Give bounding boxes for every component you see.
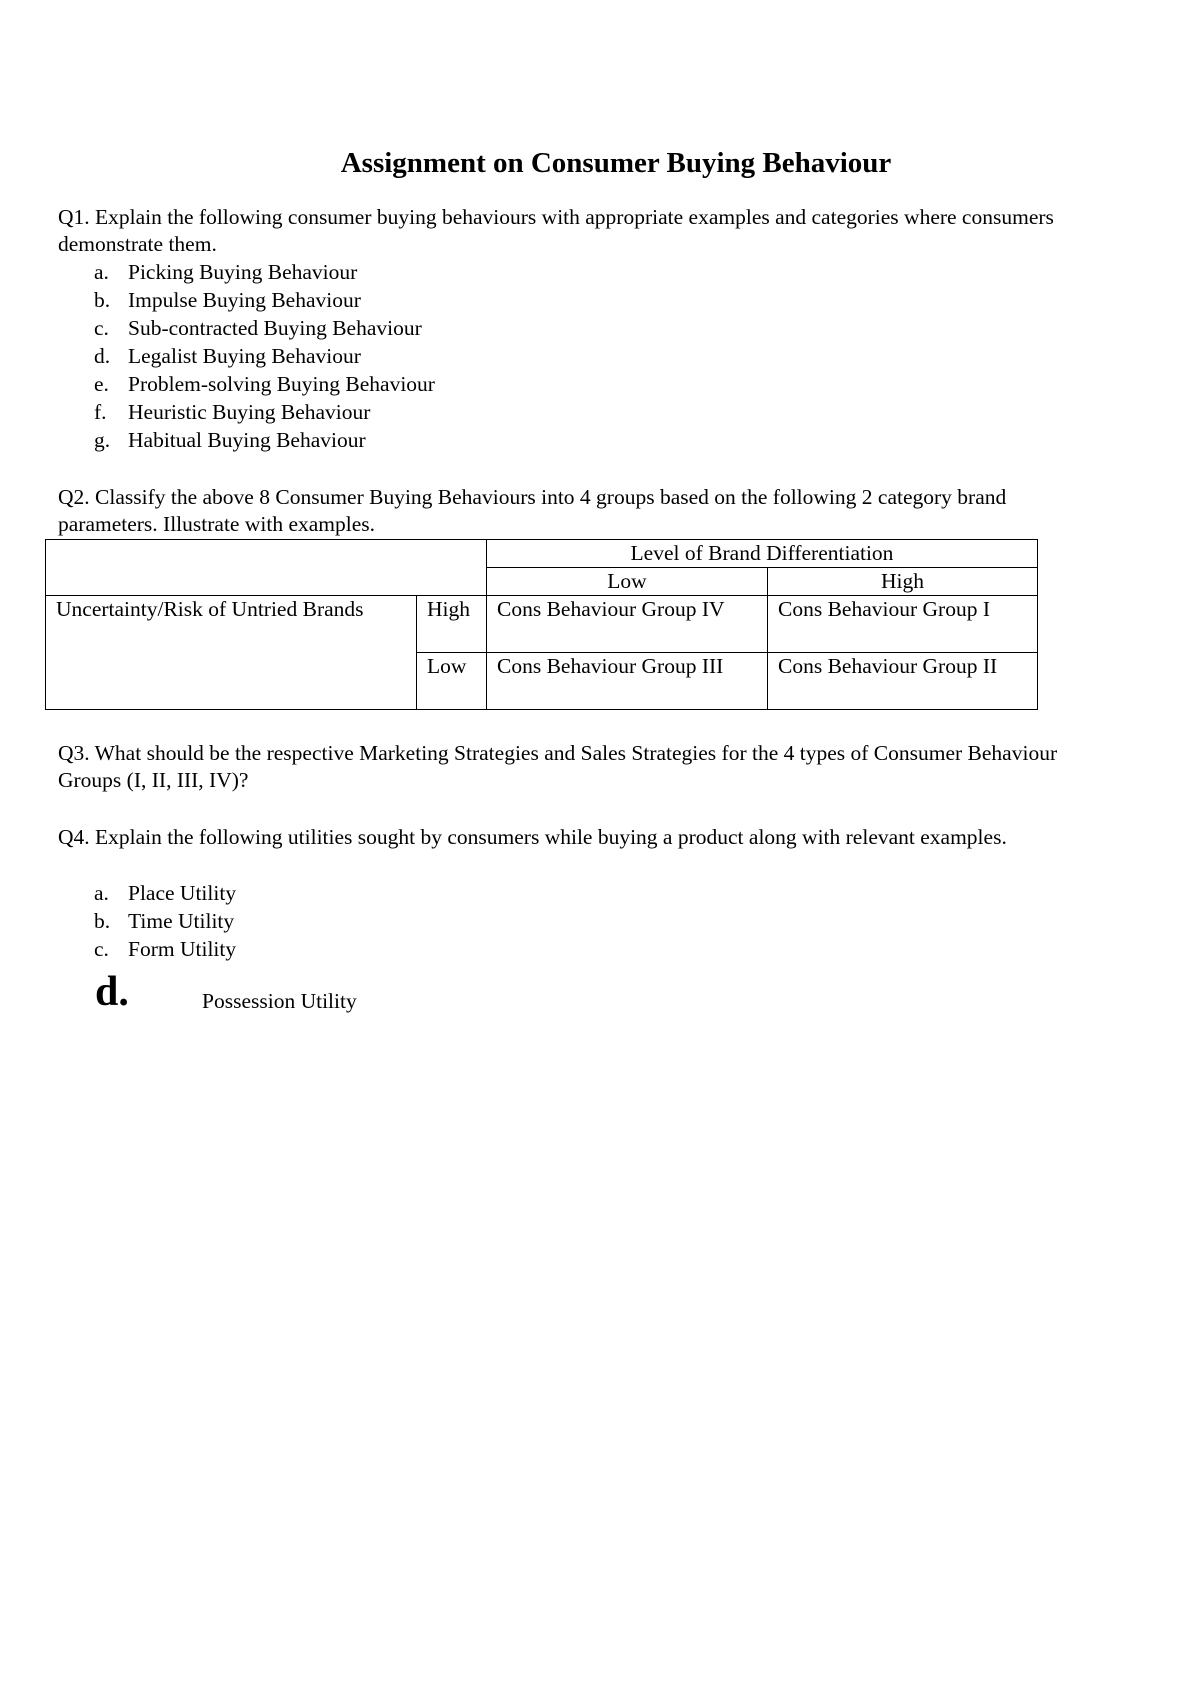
question-1-text: Q1. Explain the following consumer buying behaviours with appropriate examples and categories where consumers demonstrate them. <box>58 205 1054 256</box>
list-marker: e. <box>94 372 109 396</box>
table-cell: Cons Behaviour Group I <box>768 596 1038 653</box>
list-marker: d. <box>94 344 111 368</box>
table-cell: Cons Behaviour Group II <box>768 653 1038 710</box>
list-item-text: Form Utility <box>128 937 237 961</box>
table-row <box>46 540 1038 568</box>
list-marker: c. <box>94 316 109 340</box>
list-item-text: Habitual Buying Behaviour <box>128 428 366 452</box>
list-item-text: Place Utility <box>128 881 237 905</box>
table-cell: Cons Behaviour Group III <box>487 653 768 710</box>
list-item-text: Possession Utility <box>202 989 357 1013</box>
table-corner-cell <box>46 540 487 596</box>
list-marker: b. <box>94 909 111 933</box>
question-2-text: Q2. Classify the above 8 Consumer Buying Behaviours into 4 groups based on the following 2 category brand parameters. Illustrate with examples. <box>58 485 1007 536</box>
list-marker: c. <box>94 937 109 961</box>
list-item-text: Picking Buying Behaviour <box>128 260 358 284</box>
list-item-text: Heuristic Buying Behaviour <box>128 400 371 424</box>
question-4-text: Q4. Explain the following utilities sought by consumers while buying a product along with relevant examples. <box>58 825 1007 849</box>
list-item-text: Problem-solving Buying Behaviour <box>128 372 435 396</box>
list-item-text: Legalist Buying Behaviour <box>128 344 361 368</box>
row-group-header: Uncertainty/Risk of Untried Brands <box>46 596 417 710</box>
list-marker: a. <box>94 881 109 905</box>
row-header-low: Low <box>417 653 487 710</box>
list-item-text: Time Utility <box>128 909 235 933</box>
brand-classification-table <box>45 539 1038 710</box>
list-item-text: Impulse Buying Behaviour <box>128 288 361 312</box>
column-header-high: High <box>768 568 1038 596</box>
list-marker: f. <box>94 400 107 424</box>
column-header-low: Low <box>487 568 768 596</box>
table-cell: Cons Behaviour Group IV <box>487 596 768 653</box>
table-row <box>46 596 1038 653</box>
column-group-header: Level of Brand Differentiation <box>487 540 1038 568</box>
list-marker: a. <box>94 260 109 284</box>
list-marker: g. <box>94 428 111 452</box>
list-item-text: Sub-contracted Buying Behaviour <box>128 316 422 340</box>
list-marker-large: d. <box>95 969 129 1015</box>
question-3-text: Q3. What should be the respective Marketing Strategies and Sales Strategies for the 4 types of Consumer Behaviour Groups (I, II, III, IV)? <box>58 741 1058 792</box>
list-marker: b. <box>94 288 111 312</box>
row-header-high: High <box>417 596 487 653</box>
page-title: Assignment on Consumer Buying Behaviour <box>340 147 892 179</box>
